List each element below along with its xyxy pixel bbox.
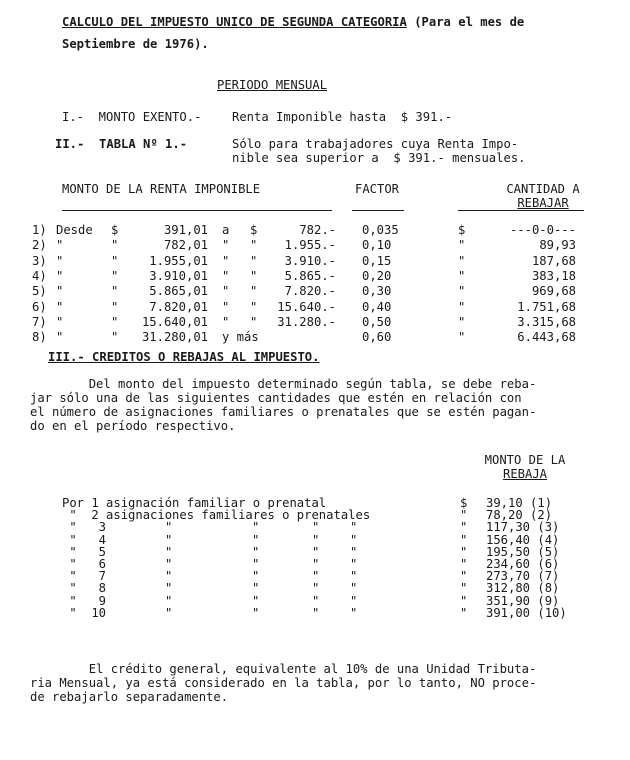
rebaja-currency: " [460, 544, 468, 559]
tax-cell-desde: " [56, 268, 64, 283]
ditto-mark: " [350, 520, 358, 535]
tax-cell-sep: y más [222, 330, 259, 345]
ditto-mark: " [165, 581, 173, 596]
ditto-mark: " [350, 605, 358, 620]
header-factor: FACTOR [355, 182, 400, 196]
ditto-mark: " [165, 557, 173, 571]
tax-cell-to: 5.865.- [284, 268, 336, 283]
tax-cell-factor: 0,50 [362, 314, 392, 329]
ditto-mark: " [350, 569, 358, 584]
ditto-mark: " [350, 581, 358, 596]
tax-cell-factor: 0,15 [362, 253, 392, 268]
ditto-mark: " [252, 544, 260, 559]
section-1-text: Renta Imponible hasta $ 391.- [232, 110, 453, 124]
tax-cell-to: 782.- [299, 223, 336, 237]
tax-cell-from: 782,01 [163, 238, 208, 253]
tax-cell-factor: 0,10 [362, 238, 392, 253]
ditto-mark: " [252, 557, 260, 571]
rebaja-amount: 391,00 (10) [486, 605, 567, 620]
ditto-mark: " [312, 557, 320, 571]
header-rule-factor [352, 210, 404, 211]
tax-cell-to: 7.820.- [284, 284, 336, 299]
tax-cell-cur2: " [250, 284, 258, 299]
tax-cell-cur2: $ [250, 223, 258, 237]
tax-cell-cur3: " [458, 299, 466, 314]
tax-cell-cur1: " [111, 268, 119, 283]
tax-cell-num: 6) [32, 299, 47, 314]
ditto-mark: " [350, 557, 358, 571]
tax-cell-desde: " [56, 314, 64, 329]
tax-cell-desde: Desde [56, 223, 93, 237]
tax-cell-from: 7.820,01 [149, 299, 208, 314]
rebaja-amount: 273,70 (7) [486, 569, 560, 584]
tax-cell-factor: 0,30 [362, 284, 392, 299]
tax-cell-rebajar: 3.315,68 [517, 314, 576, 329]
tax-cell-desde: " [56, 284, 64, 299]
rebaja-amount: 234,60 (6) [486, 557, 560, 571]
ditto-mark: " [252, 569, 260, 584]
header-rule-monto [62, 210, 332, 211]
tax-cell-cur3: $ [458, 223, 466, 237]
footer-line-1: El crédito general, equivalente al 10% de una Unidad Tributa- [30, 662, 537, 676]
ditto-mark: " [312, 520, 320, 535]
tax-cell-from: 3.910,01 [149, 268, 208, 283]
ditto-mark: " [165, 520, 173, 535]
tax-cell-num: 4) [32, 268, 47, 283]
rebaja-label: " 6 [62, 557, 107, 571]
ditto-mark: " [312, 581, 320, 596]
section-3-para-line-1: Del monto del impuesto determinado según tabla, se debe reba- [30, 377, 537, 391]
ditto-mark: " [350, 544, 358, 559]
tax-cell-desde: " [56, 238, 64, 253]
rebaja-amount: 351,90 (9) [486, 593, 560, 608]
section-3-para-line-3: el número de asignaciones familiares o prenatales que se estén pagan- [30, 405, 537, 419]
section-1-label: I.- MONTO EXENTO.- [62, 110, 202, 124]
tax-cell-cur1: $ [111, 223, 119, 237]
tax-cell-cur2: " [250, 238, 258, 253]
tax-cell-rebajar: 6.443,68 [517, 330, 576, 345]
tax-cell-cur2: " [250, 299, 258, 314]
tax-cell-from: 1.955,01 [149, 253, 208, 268]
rebaja-label: " 10 [62, 605, 107, 620]
rebaja-currency: $ [460, 496, 468, 510]
tax-cell-cur2: " [250, 314, 258, 329]
footer-line-3: de rebajarlo separadamente. [30, 690, 229, 704]
rebaja-label: " 2 asignaciones familiares o prenatales [62, 508, 371, 523]
rebaja-label: " 3 [62, 520, 107, 535]
rebaja-amount: 312,80 (8) [486, 581, 560, 596]
header-monto: MONTO DE LA RENTA IMPONIBLE [62, 182, 261, 196]
section-3-para-line-4: do en el período respectivo. [30, 419, 236, 433]
rebaja-amount: 195,50 (5) [486, 544, 560, 559]
tax-cell-cur3: " [458, 284, 466, 299]
tax-cell-from: 31.280,01 [141, 330, 208, 345]
tax-cell-factor: 0,40 [362, 299, 392, 314]
ditto-mark: " [165, 544, 173, 559]
rebaja-currency: " [460, 557, 468, 571]
header-rule-cantidad [458, 210, 584, 211]
rebaja-amount: 156,40 (4) [486, 532, 560, 547]
periodo-heading: PERIODO MENSUAL [217, 78, 328, 92]
rebaja-currency: " [460, 520, 468, 535]
tax-cell-sep: " [222, 284, 230, 299]
rebaja-amount: 39,10 (1) [486, 496, 553, 510]
tax-cell-sep: " [222, 268, 230, 283]
footer-line-2: ria Mensual, ya está considerado en la tabla, por lo tanto, NO proce- [30, 676, 537, 690]
tax-cell-sep: " [222, 253, 230, 268]
rebaja-header-2: REBAJA [502, 467, 548, 481]
tax-cell-rebajar: 187,68 [531, 253, 576, 268]
tax-cell-to: 1.955.- [284, 238, 336, 253]
tax-cell-num: 8) [32, 330, 47, 345]
tax-cell-cur2: " [250, 253, 258, 268]
tax-cell-cur1: " [111, 284, 119, 299]
ditto-mark: " [312, 544, 320, 559]
rebaja-amount: 78,20 (2) [486, 508, 553, 523]
ditto-mark: " [165, 593, 173, 608]
tax-cell-cur3: " [458, 238, 466, 253]
tax-cell-from: 15.640,01 [141, 314, 208, 329]
rebaja-label: Por 1 asignación familiar o prenatal [62, 496, 327, 510]
section-2-line-2: nible sea superior a $ 391.- mensuales. [232, 151, 526, 165]
tax-cell-sep: " [222, 314, 230, 329]
tax-cell-to: 15.640.- [277, 299, 336, 314]
ditto-mark: " [252, 520, 260, 535]
ditto-mark: " [312, 532, 320, 547]
section-3-para-line-2: jar sólo una de las siguientes cantidades que estén en relación con [30, 391, 522, 405]
title-rest: (Para el mes de [406, 15, 525, 29]
tax-cell-sep: a [222, 223, 230, 237]
tax-cell-num: 2) [32, 238, 47, 253]
tax-cell-cur1: " [111, 299, 119, 314]
ditto-mark: " [350, 593, 358, 608]
tax-cell-cur1: " [111, 238, 119, 253]
rebaja-currency: " [460, 532, 468, 547]
tax-cell-num: 3) [32, 253, 47, 268]
title-line-2: Septiembre de 1976). [62, 37, 209, 51]
tax-cell-cur3: " [458, 330, 466, 345]
ditto-mark: " [252, 581, 260, 596]
rebaja-amount: 117,30 (3) [486, 520, 560, 535]
rebaja-label: " 7 [62, 569, 107, 584]
tax-cell-desde: " [56, 330, 64, 345]
tax-cell-from: 391,01 [163, 223, 208, 237]
tax-cell-cur2: " [250, 268, 258, 283]
tax-cell-sep: " [222, 238, 230, 253]
ditto-mark: " [252, 593, 260, 608]
tax-cell-rebajar: 383,18 [531, 268, 576, 283]
tax-cell-rebajar: ---0-0--- [509, 223, 576, 237]
tax-cell-desde: " [56, 253, 64, 268]
tax-cell-rebajar: 1.751,68 [517, 299, 576, 314]
document-title [62, 15, 524, 29]
tax-cell-desde: " [56, 299, 64, 314]
ditto-mark: " [165, 532, 173, 547]
ditto-mark: " [165, 569, 173, 584]
section-3-label-text: III.- CREDITOS O REBAJAS AL IMPUESTO. [48, 350, 320, 364]
ditto-mark: " [252, 532, 260, 547]
rebaja-currency: " [460, 508, 468, 523]
tax-cell-to: 3.910.- [284, 253, 336, 268]
ditto-mark: " [350, 532, 358, 547]
tax-cell-num: 1) [32, 223, 47, 237]
header-cantidad-2: REBAJAR [517, 196, 569, 210]
tax-cell-sep: " [222, 299, 230, 314]
tax-cell-cur3: " [458, 268, 466, 283]
rebaja-label: " 9 [62, 593, 107, 608]
ditto-mark: " [312, 569, 320, 584]
rebaja-label: " 4 [62, 532, 107, 547]
tax-cell-rebajar: 969,68 [531, 284, 576, 299]
rebaja-label: " 5 [62, 544, 107, 559]
rebaja-currency: " [460, 581, 468, 596]
ditto-mark: " [252, 605, 260, 620]
tax-cell-cur3: " [458, 253, 466, 268]
tax-cell-rebajar: 89,93 [539, 238, 576, 253]
tax-cell-num: 7) [32, 314, 47, 329]
tax-cell-cur1: " [111, 330, 119, 345]
rebaja-currency: " [460, 605, 468, 620]
rebaja-currency: " [460, 569, 468, 584]
tax-cell-factor: 0,035 [362, 223, 399, 237]
section-3-label [48, 350, 320, 364]
tax-cell-cur1: " [111, 314, 119, 329]
tax-cell-from: 5.865,01 [149, 284, 208, 299]
tax-cell-num: 5) [32, 284, 47, 299]
tax-cell-to: 31.280.- [277, 314, 336, 329]
ditto-mark: " [165, 605, 173, 620]
header-cantidad-1: CANTIDAD A [506, 182, 580, 196]
tax-cell-factor: 0,60 [362, 330, 392, 345]
ditto-mark: " [312, 605, 320, 620]
tax-cell-cur1: " [111, 253, 119, 268]
section-2-line-1: Sólo para trabajadores cuya Renta Impo- [232, 137, 519, 151]
ditto-mark: " [312, 593, 320, 608]
rebaja-currency: " [460, 593, 468, 608]
tax-cell-factor: 0,20 [362, 268, 392, 283]
section-2-label: II.- TABLA Nº 1.- [55, 137, 188, 151]
rebaja-header-1: MONTO DE LA [484, 453, 566, 467]
title-underlined: CALCULO DEL IMPUESTO UNICO DE SEGUNDA CATEGORIA [62, 15, 407, 29]
tax-cell-cur3: " [458, 314, 466, 329]
rebaja-label: " 8 [62, 581, 107, 596]
